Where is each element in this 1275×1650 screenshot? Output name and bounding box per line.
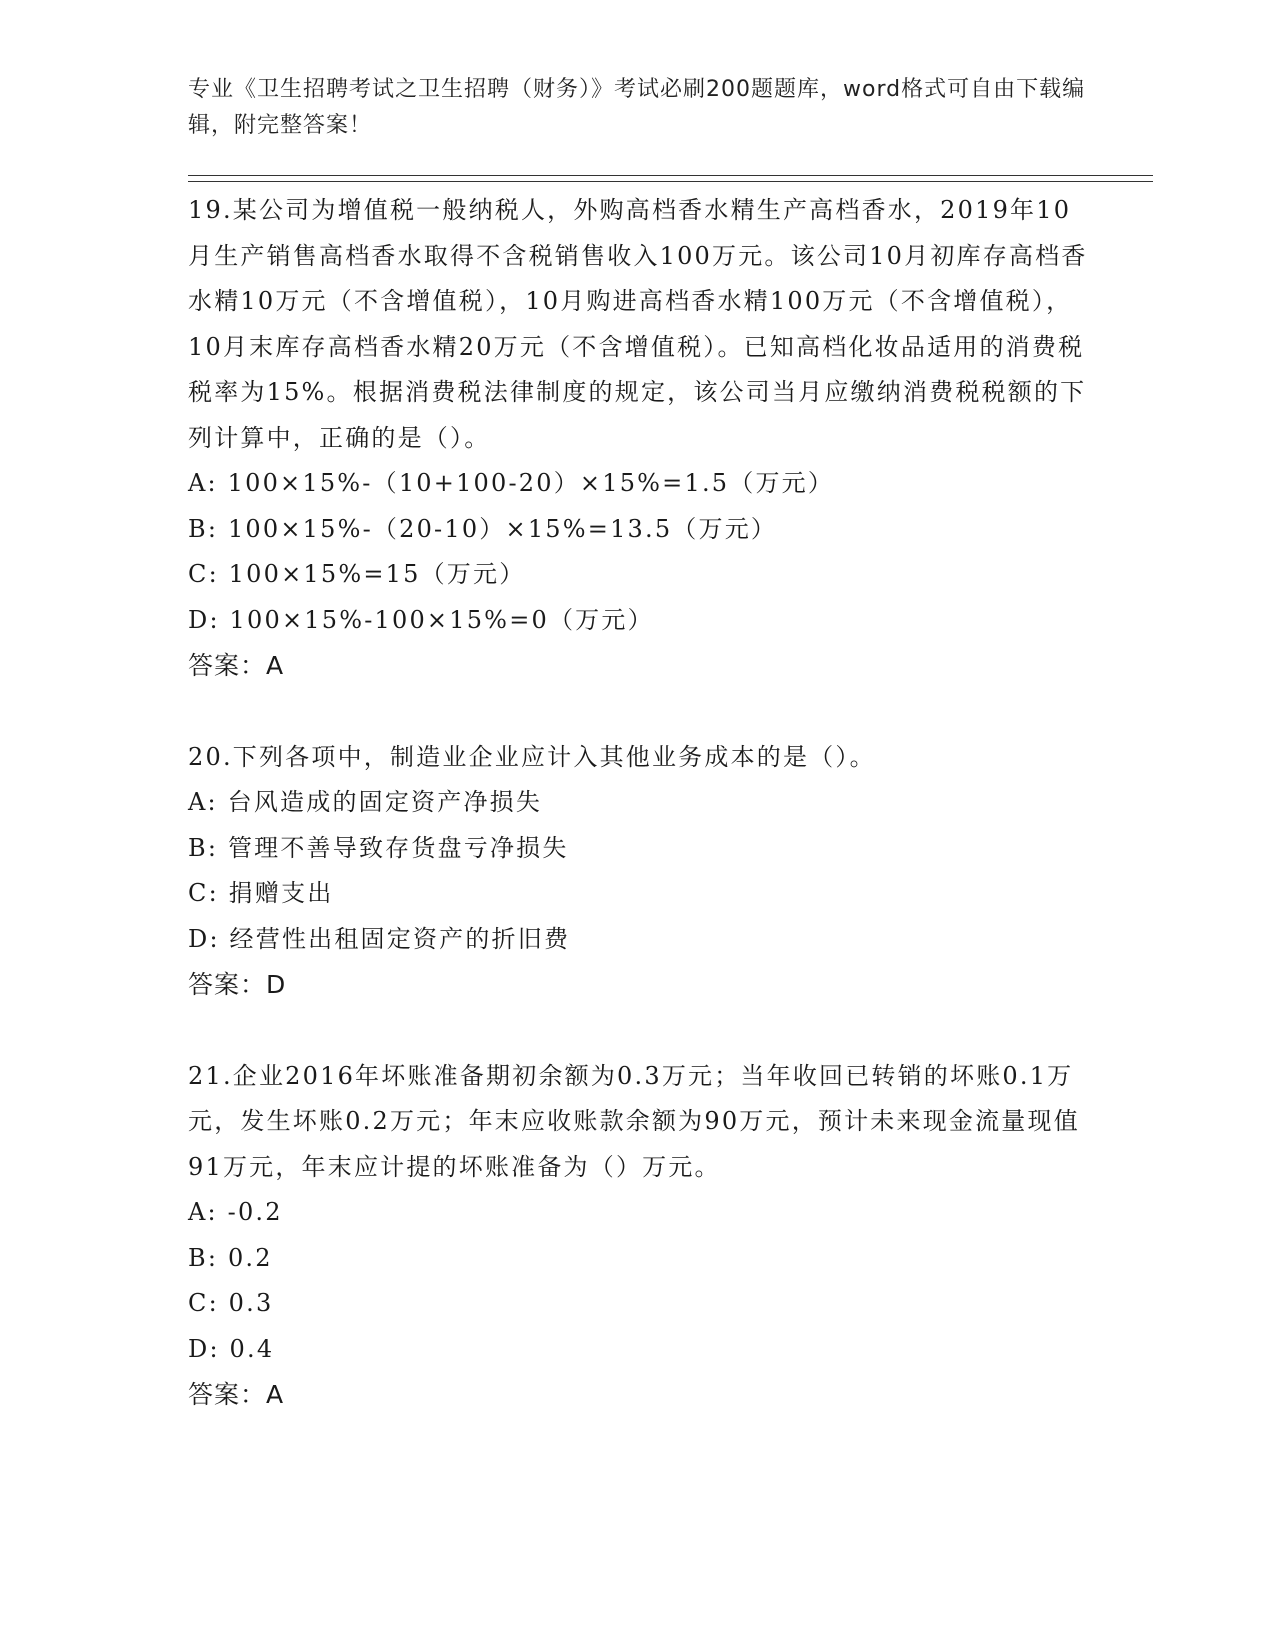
option-c: C: 0.3	[188, 1289, 274, 1317]
question-stem: 21.企业2016年坏账准备期初余额为0.3万元；当年收回已转销的坏账0.1万元，发生坏账0.2万元；年末应收账款余额为90万元，预计未来现金流量现值91万元，年末应计提的坏账准备为（）万元。	[188, 1061, 1080, 1181]
document-header: 专业《卫生招聘考试之卫生招聘（财务）》考试必刷200题题库，word格式可自由下载编辑，附完整答案！	[188, 77, 1086, 138]
question-stem: 19.某公司为增值税一般纳税人，外购高档香水精生产高档香水，2019年10月生产销售高档香水取得不含税销售收入100万元。该公司10月初库存高档香水精10万元（不含增值税），10月购进高档香水精100万元（不含增值税），10月末库存高档香水精20万元（不含增值税）。已知高档化妆品适用的消费税税率为15%。根据消费税法律制度的规定，该公司当月应缴纳消费税税额的下列计算中，正确的是（）。	[188, 196, 1088, 452]
answer-line: 答案：D	[188, 970, 287, 999]
option-a: A: -0.2	[188, 1198, 283, 1226]
option-c: C: 捐赠支出	[188, 879, 334, 907]
question-20	[188, 735, 1088, 1008]
answer-line: 答案：A	[188, 1380, 285, 1409]
question-21	[188, 1054, 1088, 1418]
question-19	[188, 188, 1088, 689]
option-b: B: 0.2	[188, 1243, 273, 1272]
question-list	[188, 188, 1088, 1464]
option-b: B: 100×15%-（20-10）×15%=13.5（万元）	[188, 514, 778, 543]
answer-line: 答案：A	[188, 651, 285, 680]
option-d: D: 100×15%-100×15%=0（万元）	[188, 605, 654, 634]
option-c: C: 100×15%=15（万元）	[188, 560, 526, 588]
header-divider-top	[188, 175, 1153, 176]
header-divider-bottom	[188, 181, 1153, 182]
option-d: D: 0.4	[188, 1334, 275, 1363]
question-stem: 20.下列各项中，制造业企业应计入其他业务成本的是（）。	[188, 742, 876, 771]
option-a: A: 台风造成的固定资产净损失	[188, 788, 543, 816]
option-a: A: 100×15%-（10+100-20）×15%=1.5（万元）	[188, 469, 835, 497]
option-b: B: 管理不善导致存货盘亏净损失	[188, 833, 569, 862]
option-d: D: 经营性出租固定资产的折旧费	[188, 924, 571, 953]
